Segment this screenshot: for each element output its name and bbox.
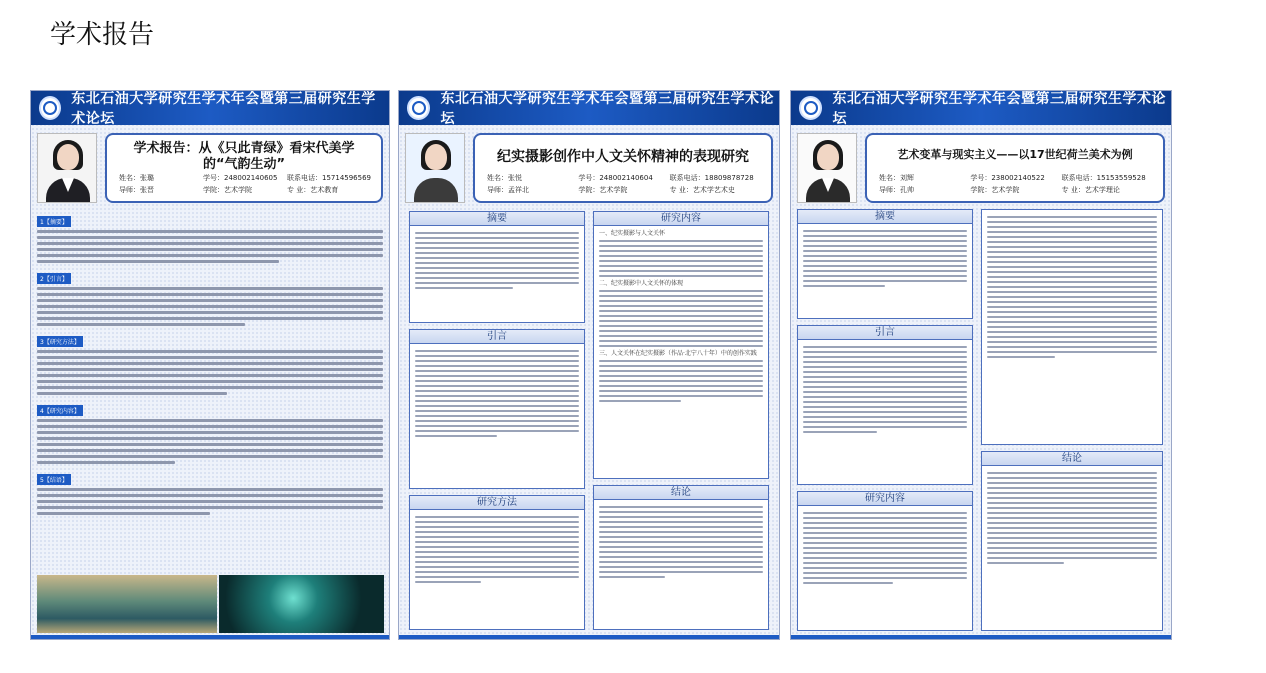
abstract-card — [409, 211, 585, 323]
author-phone: 联系电话：15153559528 — [1061, 174, 1146, 182]
section-heading: 1【摘要】 — [37, 216, 71, 227]
author-meta — [487, 173, 761, 195]
author-meta — [879, 173, 1153, 195]
author-phone: 联系电话：18809878728 — [669, 174, 754, 182]
author-advisor: 导师：孔帅 — [879, 186, 914, 194]
author-id: 学号：248002140604 — [578, 174, 653, 182]
landscape-painting-image — [37, 575, 217, 633]
poster-content — [37, 209, 383, 633]
card-heading: 研究内容 — [594, 212, 768, 226]
poster-title: 艺术变革与现实主义——以17世纪荷兰美术为例 — [897, 148, 1133, 161]
card-heading: 摘要 — [410, 212, 584, 226]
author-name: 姓名：刘辉 — [879, 174, 914, 182]
content-subheading: 二、纪实摄影中人文关怀的体现 — [599, 280, 684, 287]
content-continued-card — [981, 209, 1163, 445]
author-photo — [405, 133, 465, 203]
author-name: 姓名：张璐 — [119, 174, 154, 182]
content-subheading: 三、人文关怀在纪实摄影（作品·北宁八十年）中的创作实践 — [599, 350, 757, 357]
poster-2 — [398, 90, 780, 640]
author-college: 学院：艺术学院 — [970, 186, 1020, 194]
dance-stage-image — [219, 575, 384, 633]
university-logo-icon — [39, 96, 61, 120]
intro-card — [797, 325, 973, 485]
card-heading: 引言 — [798, 326, 972, 340]
card-heading: 结论 — [982, 452, 1162, 466]
poster-3 — [790, 90, 1172, 640]
card-heading: 摘要 — [798, 210, 972, 224]
author-advisor: 导师：孟祥北 — [487, 186, 529, 194]
card-heading: 研究内容 — [798, 492, 972, 506]
author-id: 学号：238002140522 — [970, 174, 1045, 182]
card-heading: 研究方法 — [410, 496, 584, 510]
page-title: 学术报告 — [50, 20, 155, 50]
poster-header — [399, 91, 779, 125]
poster-1 — [30, 90, 390, 640]
poster-footer-bar — [399, 635, 779, 639]
poster-header-text: 东北石油大学研究生学术年会暨第三届研究生学术论坛 — [832, 91, 1166, 127]
content-card — [593, 211, 769, 479]
poster-header-text: 东北石油大学研究生学术年会暨第三届研究生学术论坛 — [71, 91, 376, 127]
section-heading: 3【研究方法】 — [37, 336, 83, 347]
author-advisor: 导师：张晋 — [119, 186, 154, 194]
intro-card — [409, 329, 585, 489]
content-card — [797, 491, 973, 631]
poster-footer-bar — [791, 635, 1171, 639]
card-heading: 引言 — [410, 330, 584, 344]
author-photo — [797, 133, 857, 203]
title-box — [865, 133, 1165, 203]
title-box — [105, 133, 383, 203]
university-logo-icon — [407, 96, 430, 120]
conclusion-card — [593, 485, 769, 630]
poster-header-text: 东北石油大学研究生学术年会暨第三届研究生学术论坛 — [440, 91, 774, 127]
title-box — [473, 133, 773, 203]
poster-footer-bar — [31, 635, 389, 639]
author-college: 学院：艺术学院 — [203, 186, 252, 194]
poster-title: 纪实摄影创作中人文关怀精神的表现研究 — [497, 149, 749, 165]
author-major: 专 业：艺术学艺术史 — [669, 186, 735, 194]
author-profile — [797, 133, 1165, 203]
university-logo-icon — [799, 96, 822, 120]
author-meta — [119, 173, 371, 195]
poster-header — [791, 91, 1171, 125]
author-major: 专 业：艺术学理论 — [1061, 186, 1120, 194]
author-phone: 联系电话：15714596569 — [287, 174, 371, 182]
section-heading: 2【引言】 — [37, 273, 71, 284]
card-heading: 结论 — [594, 486, 768, 500]
author-photo — [37, 133, 97, 203]
section-heading: 4【研究内容】 — [37, 405, 83, 416]
poster-header — [31, 91, 389, 125]
poster-title: 学术报告：从《只此青绿》看宋代美学的“气韵生动” — [133, 141, 355, 172]
author-id: 学号：248002140605 — [203, 174, 278, 182]
abstract-card — [797, 209, 973, 319]
method-card — [409, 495, 585, 630]
section-heading: 5【结语】 — [37, 474, 71, 485]
author-name: 姓名：张悦 — [487, 174, 522, 182]
author-profile — [37, 133, 383, 203]
author-major: 专 业：艺术教育 — [287, 186, 339, 194]
author-college: 学院：艺术学院 — [578, 186, 628, 194]
conclusion-card — [981, 451, 1163, 631]
content-subheading: 一、纪实摄影与人文关怀 — [599, 230, 666, 237]
author-profile — [405, 133, 773, 203]
